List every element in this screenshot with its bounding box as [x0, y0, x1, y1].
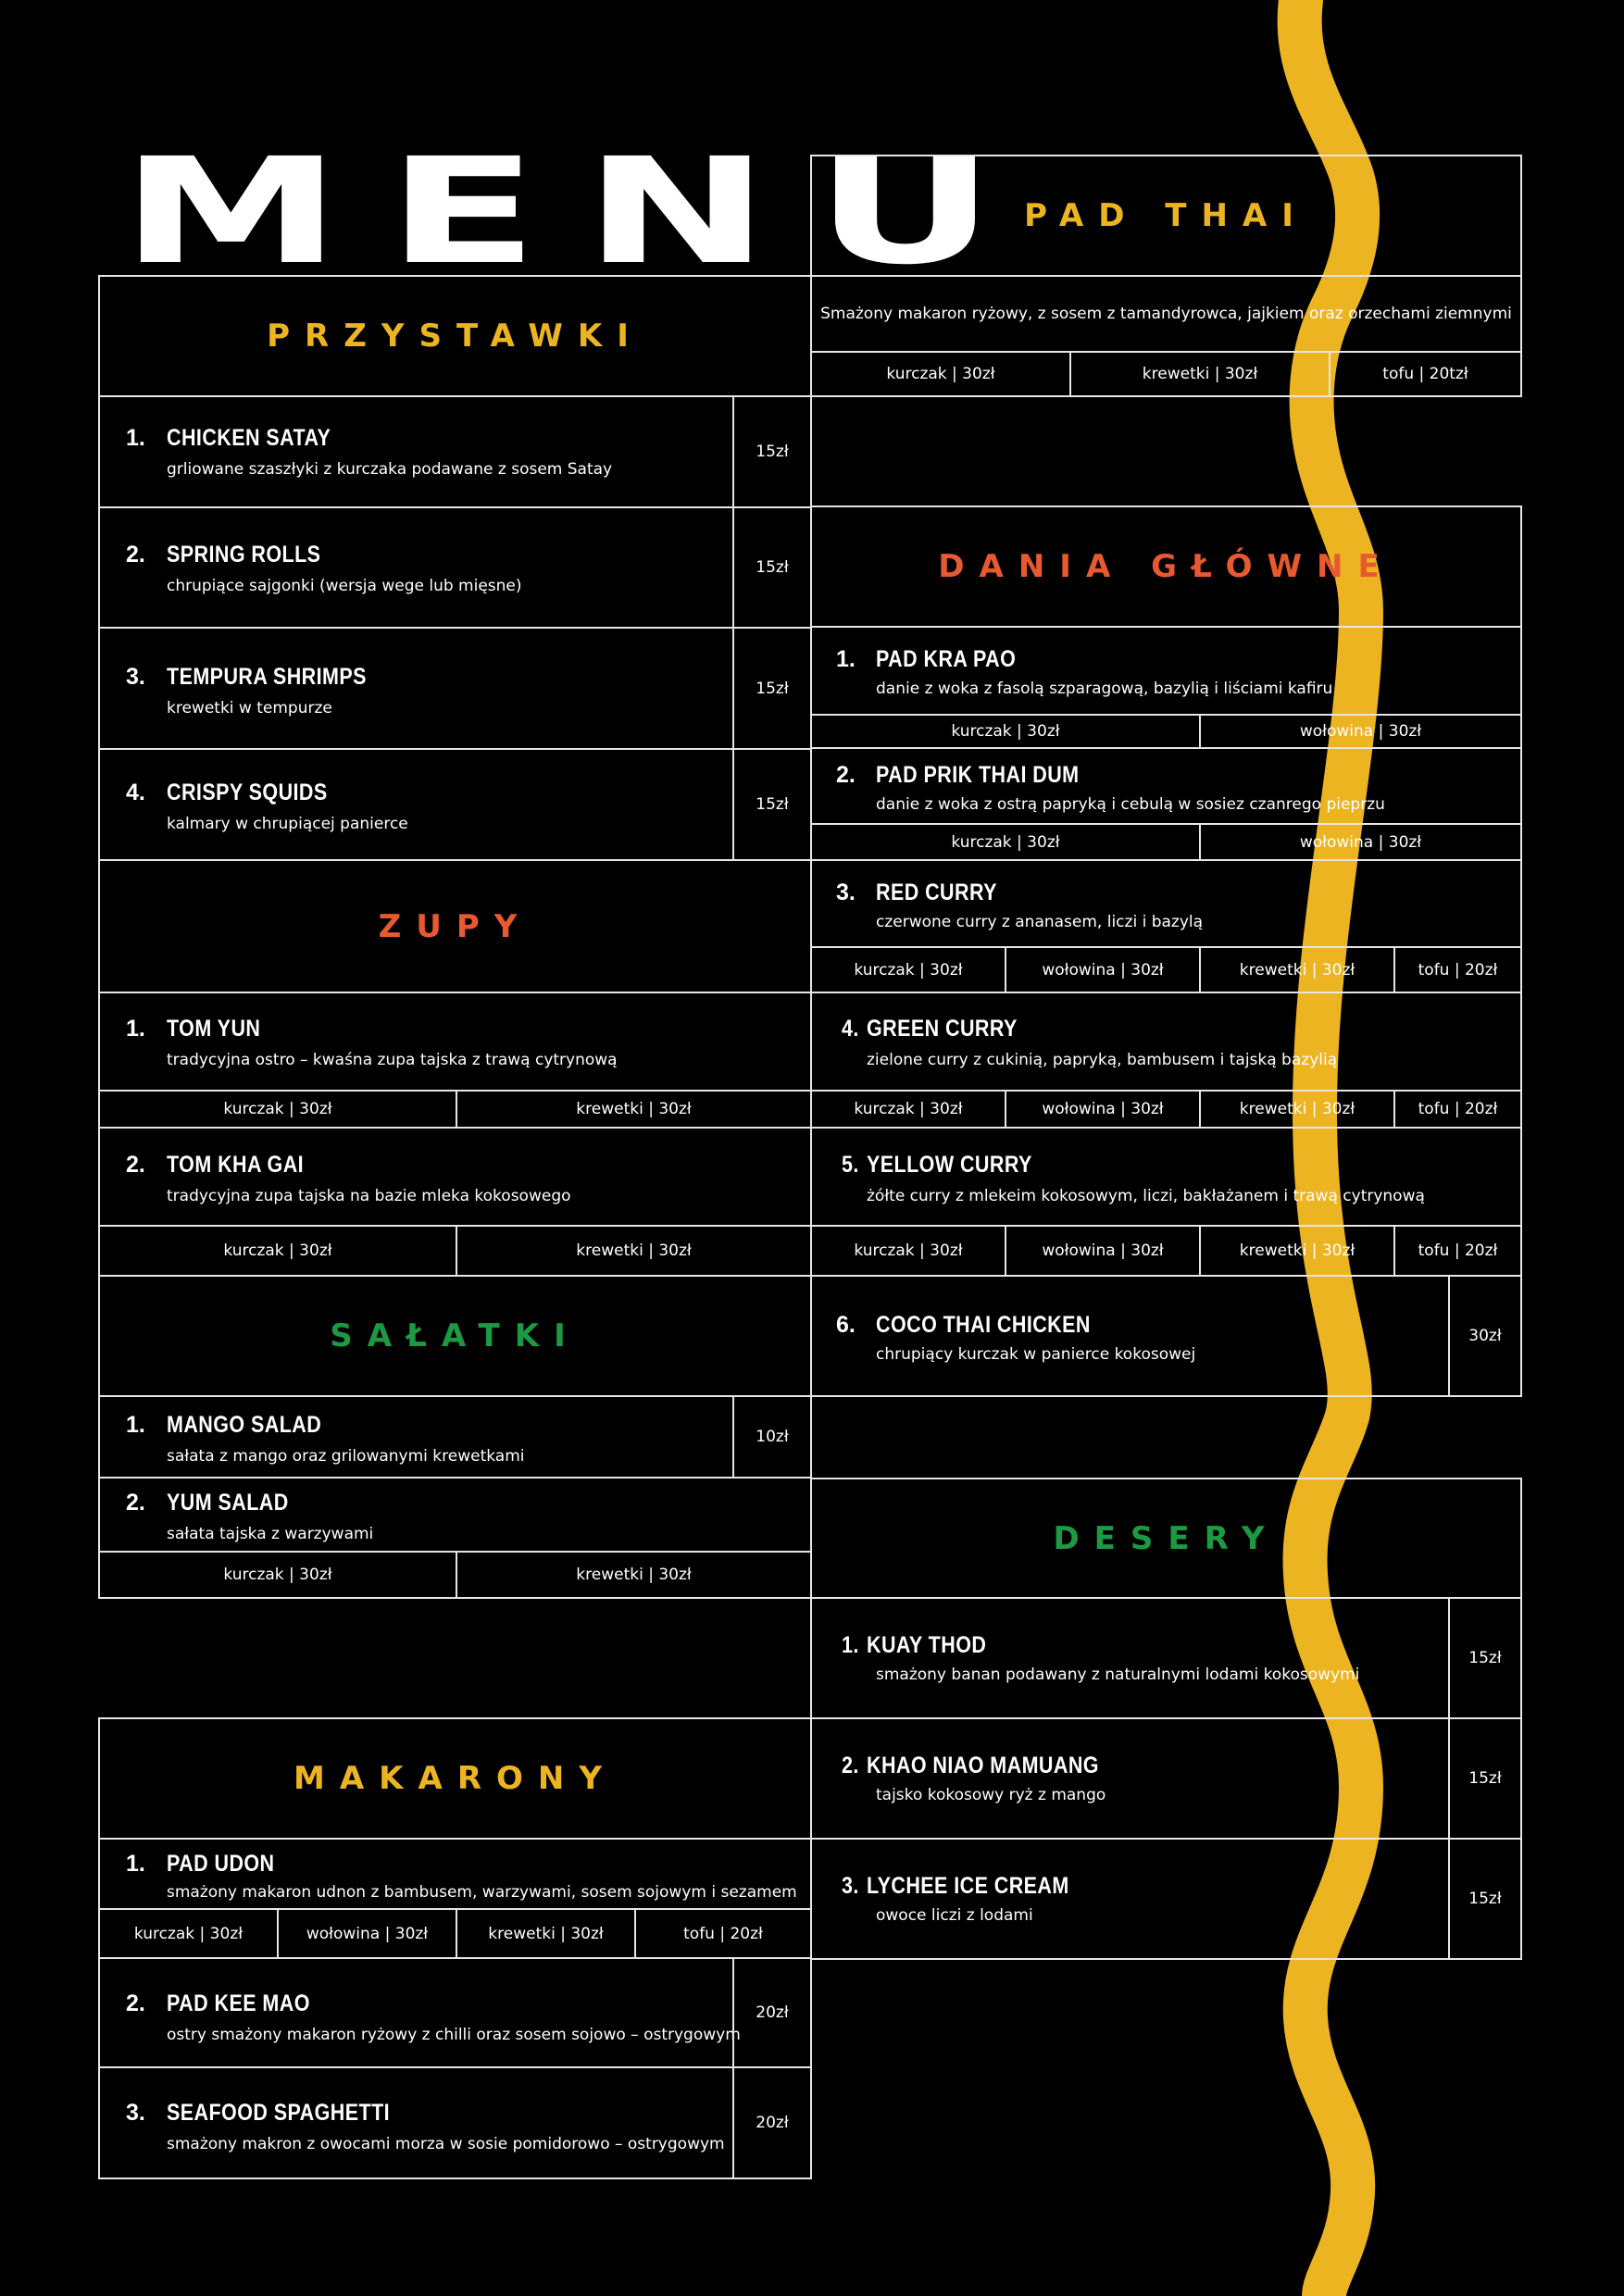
- option-cell: [456, 1225, 812, 1277]
- option-label: kurczak | 30zł: [886, 365, 995, 383]
- item-name: GREEN CURRY: [867, 1016, 1018, 1042]
- option-label: wołowina | 30zł: [306, 1924, 429, 1943]
- option-label: krewetki | 30zł: [1239, 1100, 1355, 1118]
- option-cell: [810, 1225, 1006, 1277]
- price: 20zł: [756, 2114, 789, 2132]
- price: 15zł: [1468, 1769, 1502, 1788]
- option-label: krewetki | 30zł: [1239, 1242, 1355, 1260]
- item-desc: żółte curry z mlekeim kokosowym, liczi, bakłażanem i trawą cytrynową: [867, 1187, 1425, 1205]
- price-cell: [732, 1957, 812, 2068]
- option-label: tofu | 20zł: [1418, 1100, 1498, 1118]
- option-label: kurczak | 30zł: [223, 1100, 332, 1118]
- section-dania-header: [810, 505, 1522, 628]
- option-cell: [810, 823, 1201, 861]
- item-number: 3.: [126, 664, 145, 690]
- option-cell: [456, 1908, 636, 1959]
- item-desc: zielone curry z cukinią, papryką, bambusem i tajską bazylią: [867, 1051, 1338, 1069]
- list-item: [98, 1838, 812, 1910]
- option-label: krewetki | 30zł: [576, 1242, 692, 1260]
- price: 15zł: [756, 443, 789, 461]
- price: 15zł: [1468, 1649, 1502, 1667]
- option-cell: [1005, 1090, 1201, 1129]
- item-desc: Smażony makaron ryżowy, z sosem z tamandyrowca, jajkiem oraz orzechami ziemnymi: [820, 305, 1512, 323]
- section-title: DESERY: [1053, 1519, 1280, 1557]
- option-cell: [98, 1551, 457, 1599]
- option-cell: [634, 1908, 812, 1959]
- list-item: [98, 395, 734, 508]
- item-desc: smażony makron z owocami morza w sosie pomidorowo – ostrygowym: [167, 2135, 725, 2153]
- option-label: kurczak | 30zł: [854, 1242, 963, 1260]
- option-label: tofu | 20zł: [1418, 960, 1498, 980]
- item-name: PAD PRIK THAI DUM: [876, 762, 1080, 788]
- option-label: wołowina | 30zł: [1299, 832, 1422, 852]
- list-item: [810, 1597, 1450, 1719]
- price: 30zł: [1468, 1327, 1502, 1345]
- item-desc: tradycyjna ostro – kwaśna zupa tajska z trawą cytrynową: [167, 1051, 618, 1069]
- price: 15zł: [756, 558, 789, 577]
- option-label: kurczak | 30zł: [133, 1924, 244, 1943]
- option-cell: [1069, 351, 1330, 397]
- item-desc: chrupiące sajgonki (wersja wege lub mięsne): [167, 577, 522, 595]
- item-name: TOM KHA GAI: [167, 1152, 305, 1178]
- price: 20zł: [756, 2003, 789, 2022]
- section-title: DANIA GŁÓWNE: [938, 548, 1394, 585]
- section-padthai-header: [810, 155, 1522, 277]
- option-cell: [98, 1090, 457, 1129]
- section-title: PAD THAI: [1024, 197, 1308, 234]
- option-cell: [456, 1551, 812, 1599]
- section-title: SAŁATKI: [330, 1317, 581, 1354]
- list-item: [98, 1127, 812, 1227]
- list-item: [98, 2066, 734, 2179]
- list-item: [810, 1838, 1450, 1960]
- price-cell: [732, 2066, 812, 2179]
- item-number: 1.: [836, 646, 856, 672]
- price-cell: [1448, 1597, 1522, 1719]
- item-desc: owoce liczi z lodami: [876, 1906, 1033, 1925]
- item-desc: tajsko kokosowy ryż z mango: [876, 1786, 1106, 1804]
- price-cell: [732, 395, 812, 508]
- item-desc: smażony banan podawany z naturalnymi lodami kokosowymi: [876, 1666, 1360, 1684]
- option-label: wołowina | 30zł: [1042, 960, 1164, 980]
- list-item: [810, 626, 1522, 716]
- option-label: krewetki | 30zł: [1142, 365, 1258, 383]
- item-desc: krewetki w tempurze: [167, 699, 332, 718]
- item-name: SEAFOOD SPAGHETTI: [167, 2100, 391, 2126]
- padthai-description-row: [810, 275, 1522, 353]
- option-label: kurczak | 30zł: [854, 1100, 963, 1118]
- item-name: PAD UDON: [167, 1851, 275, 1877]
- item-name: PAD KRA PAO: [876, 646, 1017, 672]
- item-name: YUM SALAD: [167, 1490, 289, 1516]
- item-number: 2.: [126, 1990, 145, 2016]
- item-name: RED CURRY: [876, 880, 997, 905]
- option-cell: [1329, 351, 1522, 397]
- section-zupy-header: [98, 859, 812, 993]
- item-name: YELLOW CURRY: [867, 1152, 1032, 1178]
- item-number: 1.: [126, 1851, 145, 1877]
- section-desery-header: [810, 1478, 1522, 1599]
- option-label: krewetki | 30zł: [576, 1100, 692, 1118]
- option-cell: [1199, 823, 1522, 861]
- list-item: [98, 992, 812, 1092]
- item-number: 4.: [842, 1016, 859, 1042]
- item-number: 1.: [126, 425, 145, 451]
- item-desc: grliowane szaszłyki z kurczaka podawane z sosem Satay: [167, 460, 613, 479]
- option-cell: [1199, 1225, 1395, 1277]
- item-number: 2.: [126, 542, 145, 568]
- item-name: TOM YUN: [167, 1016, 261, 1042]
- item-name: KHAO NIAO MAMUANG: [867, 1753, 1099, 1778]
- item-name: LYCHEE ICE CREAM: [867, 1873, 1069, 1899]
- option-label: kurczak | 30zł: [223, 1242, 332, 1260]
- option-cell: [1393, 1225, 1522, 1277]
- list-item: [98, 1395, 734, 1479]
- option-label: kurczak | 30zł: [951, 722, 1060, 741]
- item-number: 1.: [126, 1016, 145, 1042]
- menu-title: MENU: [120, 127, 1041, 297]
- option-label: wołowina | 30zł: [1042, 1100, 1164, 1118]
- item-name: SPRING ROLLS: [167, 542, 321, 568]
- option-label: krewetki | 30zł: [576, 1566, 692, 1584]
- option-cell: [1005, 1225, 1201, 1277]
- option-label: wołowina | 30zł: [1042, 1242, 1164, 1260]
- item-name: CRISPY SQUIDS: [167, 780, 328, 805]
- option-cell: [277, 1908, 457, 1959]
- option-cell: [810, 1090, 1006, 1129]
- item-number: 1.: [126, 1412, 145, 1438]
- section-title: PRZYSTAWKI: [267, 318, 643, 355]
- option-cell: [98, 1908, 279, 1959]
- item-number: 4.: [126, 780, 145, 805]
- price: 10zł: [756, 1428, 789, 1446]
- list-item: [810, 992, 1522, 1092]
- price-cell: [1448, 1838, 1522, 1960]
- section-salatki-header: [98, 1275, 812, 1397]
- option-cell: [456, 1090, 812, 1129]
- section-title: ZUPY: [378, 907, 532, 945]
- price-cell: [1448, 1717, 1522, 1840]
- option-label: kurczak | 30zł: [854, 960, 963, 980]
- item-name: PAD KEE MAO: [167, 1990, 310, 2016]
- option-label: kurczak | 30zł: [223, 1566, 332, 1584]
- section-makarony-header: [98, 1717, 812, 1840]
- section-przystawki-header: [98, 275, 812, 397]
- price-cell: [732, 1395, 812, 1479]
- item-desc: danie z woka z fasolą szparagową, bazylią i liściami kafiru: [876, 680, 1333, 698]
- item-number: 6.: [836, 1312, 856, 1338]
- option-label: tofu | 20tzł: [1382, 365, 1468, 383]
- option-cell: [98, 1225, 457, 1277]
- list-item: [810, 859, 1522, 948]
- item-number: 1.: [842, 1632, 859, 1658]
- option-cell: [1199, 714, 1522, 749]
- option-label: kurczak | 30zł: [951, 832, 1060, 852]
- item-desc: chrupiący kurczak w panierce kokosowej: [876, 1345, 1196, 1364]
- item-name: MANGO SALAD: [167, 1412, 322, 1438]
- item-name: TEMPURA SHRIMPS: [167, 664, 367, 690]
- item-name: KUAY THOD: [867, 1632, 987, 1658]
- price: 15zł: [756, 795, 789, 814]
- list-item: [98, 748, 734, 861]
- option-label: wołowina | 30zł: [1299, 722, 1422, 741]
- price-cell: [732, 506, 812, 629]
- section-title: MAKARONY: [294, 1760, 617, 1797]
- list-item: [810, 747, 1522, 825]
- item-desc: czerwone curry z ananasem, liczi i bazylą: [876, 913, 1204, 931]
- option-cell: [1393, 1090, 1522, 1129]
- option-label: krewetki | 30zł: [1239, 960, 1355, 980]
- option-cell: [1005, 946, 1201, 993]
- list-item: [98, 506, 734, 629]
- option-cell: [810, 351, 1071, 397]
- list-item: [810, 1717, 1450, 1840]
- item-number: 2.: [842, 1753, 859, 1778]
- option-label: tofu | 20zł: [683, 1924, 763, 1943]
- option-cell: [810, 946, 1006, 993]
- option-cell: [810, 714, 1201, 749]
- list-item: [98, 1477, 812, 1553]
- option-cell: [1199, 946, 1395, 993]
- item-desc: smażony makaron udnon z bambusem, warzywami, sosem sojowym i sezamem: [167, 1883, 797, 1902]
- price: 15zł: [1468, 1890, 1502, 1908]
- item-number: 3.: [842, 1873, 859, 1899]
- item-desc: ostry smażony makaron ryżowy z chilli oraz sosem sojowo – ostrygowym: [167, 2026, 741, 2044]
- item-desc: tradycyjna zupa tajska na bazie mleka kokosowego: [167, 1187, 571, 1205]
- option-cell: [1393, 946, 1522, 993]
- item-number: 3.: [836, 880, 856, 905]
- item-name: COCO THAI CHICKEN: [876, 1312, 1091, 1338]
- price-cell: [1448, 1275, 1522, 1397]
- item-desc: kalmary w chrupiącej panierce: [167, 815, 408, 833]
- price: 15zł: [756, 679, 789, 698]
- list-item: [98, 627, 734, 750]
- option-label: tofu | 20zł: [1418, 1242, 1498, 1260]
- item-desc: sałata tajska z warzywami: [167, 1525, 374, 1543]
- price-cell: [732, 748, 812, 861]
- option-cell: [1199, 1090, 1395, 1129]
- item-number: 5.: [842, 1152, 859, 1178]
- list-item: [98, 1957, 741, 2068]
- price-cell: [732, 627, 812, 750]
- item-number: 2.: [126, 1152, 145, 1178]
- list-item: [810, 1275, 1450, 1397]
- list-item: [810, 1127, 1522, 1227]
- item-desc: danie z woka z ostrą papryką i cebulą w sosiez czanrego pieprzu: [876, 795, 1385, 814]
- item-number: 2.: [126, 1490, 145, 1516]
- item-number: 2.: [836, 762, 856, 788]
- option-label: krewetki | 30zł: [488, 1924, 604, 1943]
- item-desc: sałata z mango oraz grilowanymi krewetkami: [167, 1447, 525, 1466]
- item-number: 3.: [126, 2100, 145, 2126]
- item-name: CHICKEN SATAY: [167, 425, 331, 451]
